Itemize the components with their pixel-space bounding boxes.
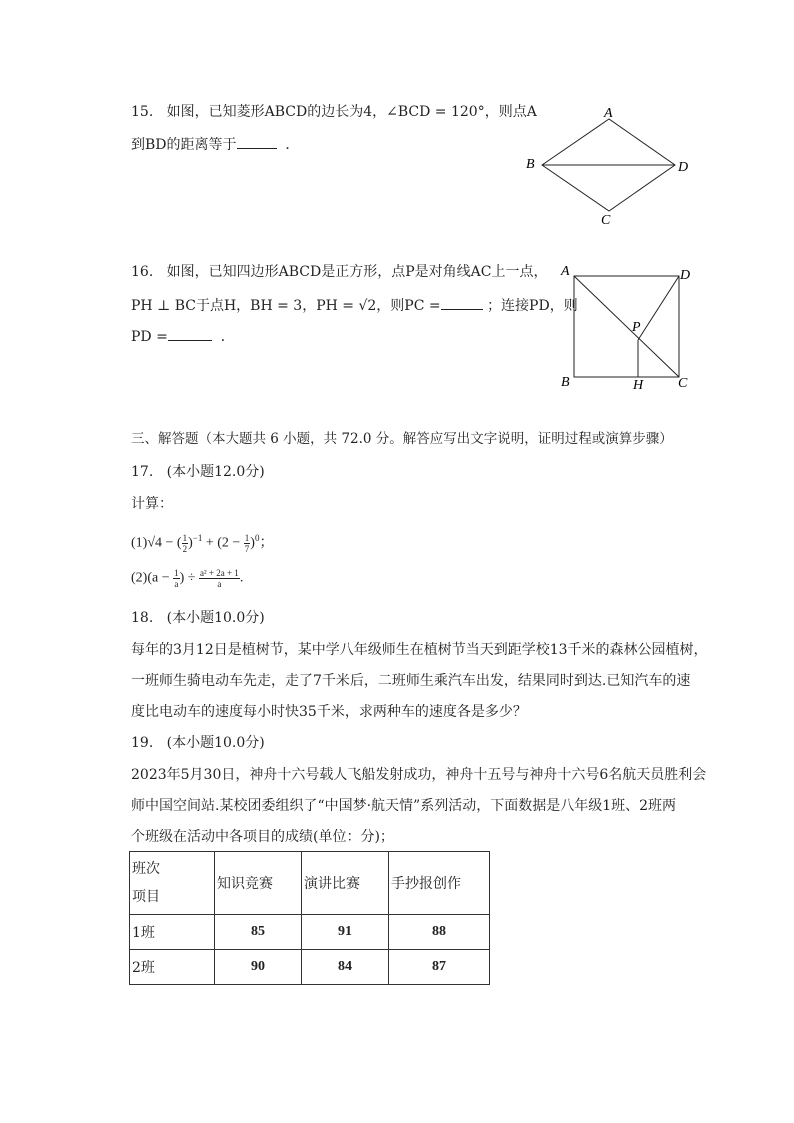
corner-top-label: 班次	[132, 861, 160, 877]
q16-text-2b: ；连接PD，则	[487, 298, 578, 314]
q16-line1	[131, 262, 547, 282]
table-cell: 85	[215, 915, 302, 950]
table-cell: 87	[389, 950, 490, 985]
q17-part2	[131, 568, 243, 589]
table-cell: 84	[302, 950, 389, 985]
q15-end: ．	[285, 137, 300, 153]
q18-header	[131, 608, 265, 628]
q17-score: (本小题12.0分)	[166, 464, 265, 480]
q17-intro: 计算：	[131, 496, 173, 512]
q18-line-2: 一班师生骑电动车先走，走了7千米后，二班师生乘汽车出发，结果同时到达.已知汽车的速	[131, 673, 691, 689]
q16-text-3: PD =	[131, 329, 168, 345]
table-cell: 91	[302, 915, 389, 950]
label-B: B	[561, 375, 570, 390]
q17-p1-d: )	[250, 535, 255, 551]
label-D: D	[680, 268, 691, 283]
table-header-row	[130, 852, 490, 915]
q17-p2-frac2: $\frac{\text{a² + 2a + 1}}{a}$	[199, 568, 239, 589]
q17-number: 17.	[131, 464, 154, 480]
q15-answer-blank[interactable]	[237, 134, 277, 149]
table-cell: 90	[215, 950, 302, 985]
q16-pc-blank[interactable]	[441, 295, 483, 310]
q19-score: (本小题10.0分)	[166, 735, 265, 751]
q16-line2	[131, 295, 578, 316]
table-row	[130, 950, 490, 985]
q15-rhombus-figure	[520, 100, 700, 230]
q17-p1-e: ；	[259, 535, 274, 551]
q17-p1-exp2: 0	[254, 533, 260, 543]
q17-p1-c: + (2 −	[202, 535, 244, 551]
corner-bottom-label: 项目	[132, 889, 160, 905]
label-P: P	[632, 320, 641, 335]
q15-line2	[131, 134, 299, 155]
q15-line1	[131, 102, 537, 122]
q17-p2-a: (2)(a −	[131, 570, 174, 586]
q17-part1	[131, 528, 273, 554]
label-A: A	[561, 264, 570, 279]
q18-number: 18.	[131, 610, 154, 626]
table-corner-cell	[130, 852, 215, 915]
q17-p2-b: ) ÷	[179, 570, 199, 586]
row-class-name: 2班	[130, 950, 215, 985]
q17-p1-frac1: $\frac{1}{2}$	[182, 532, 188, 554]
q16-text-1: 如图，已知四边形ABCD是正方形，点P是对角线AC上一点，	[166, 264, 548, 280]
q15-number: 15.	[131, 104, 154, 120]
q19-line-3: 个班级在活动中各项目的成绩(单位：分)；	[131, 829, 394, 845]
q16-text-2a: PH ⊥ BC于点H，BH = 3，PH = √2，则PC =	[131, 298, 441, 314]
q17-header	[131, 462, 265, 482]
q16-pd-blank[interactable]	[168, 326, 212, 341]
q17-p1-frac2: $\frac{1}{7}$	[244, 532, 250, 554]
segment-pd	[638, 276, 679, 340]
q15-text-2: 到BD的距离等于	[131, 137, 237, 153]
q17-p2-c: .	[239, 570, 244, 586]
label-C: C	[678, 376, 688, 391]
header-handcopy: 手抄报创作	[389, 852, 490, 915]
q18-line-1: 每年的3月12日是植树节，某中学八年级师生在植树节当天到距学校13千米的森林公园植树，	[131, 642, 708, 658]
label-B: B	[526, 157, 535, 172]
label-D: D	[678, 160, 689, 175]
q16-line3	[131, 326, 235, 347]
diagonal-ac	[574, 276, 679, 377]
q19-number: 19.	[131, 735, 154, 751]
q17-p2-frac1: $\frac{1}{a}$	[174, 568, 179, 589]
q19-score-table	[129, 851, 490, 985]
table-row	[130, 915, 490, 950]
q18-line-3: 度比电动车的速度每小时快35千米，求两种车的速度各是多少？	[131, 704, 527, 720]
section3-heading: 三、解答题（本大题共 6 小题，共 72.0 分。解答应写出文字说明，证明过程或演算步骤）	[131, 431, 673, 447]
q15-text-1: 如图，已知菱形ABCD的边长为4，∠BCD = 120°，则点A	[166, 104, 537, 120]
q17-p1-exp1: −1	[192, 533, 203, 543]
table-cell: 88	[389, 915, 490, 950]
label-A: A	[604, 106, 613, 121]
label-H: H	[633, 378, 644, 393]
label-C: C	[601, 213, 611, 228]
q17-p1-a: (1)√4 − (	[131, 535, 182, 551]
header-knowledge: 知识竞赛	[215, 852, 302, 915]
q19-header	[131, 733, 265, 753]
q16-square-figure	[555, 260, 700, 395]
q17-p1-b: )	[188, 535, 193, 551]
q16-end: ．	[220, 329, 235, 345]
row-class-name: 1班	[130, 915, 215, 950]
q19-line-1: 2023年5月30日，神舟十六号载人飞船发射成功，神舟十五号与神舟十六号6名航天员胜利会	[131, 767, 707, 783]
header-speech: 演讲比赛	[302, 852, 389, 915]
q18-score: (本小题10.0分)	[166, 610, 265, 626]
q19-line-2: 师中国空间站.某校团委组织了“中国梦·航天情”系列活动，下面数据是八年级1班、2班两	[131, 798, 677, 814]
q16-number: 16.	[131, 264, 154, 280]
